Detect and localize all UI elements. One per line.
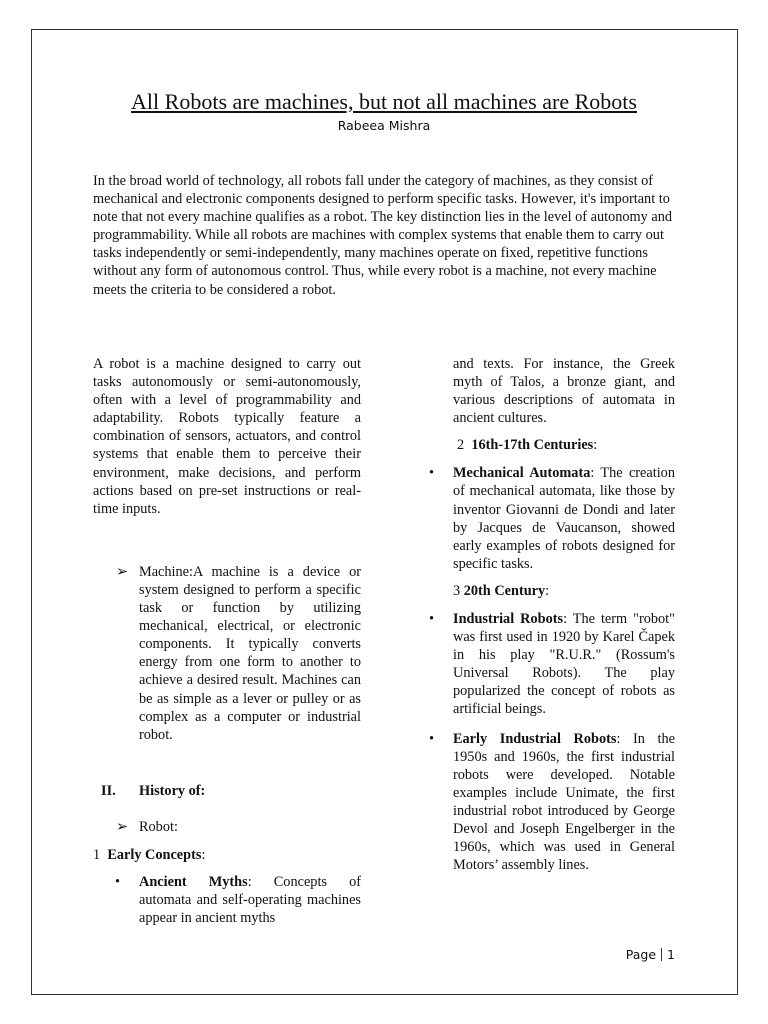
ancient-myths-text-left: Ancient Myths: Concepts of automata and self-operating machines appear in ancient myths <box>139 873 361 926</box>
early-title: Early Concepts <box>107 846 202 863</box>
bullet-dot-icon: • <box>429 610 435 627</box>
early-concepts-heading: 1 Early Concepts: <box>93 846 206 863</box>
document-author: Rabeea Mishra <box>337 118 431 133</box>
machine-definition-item <box>93 563 361 744</box>
document-title: All Robots are machines, but not all machines are Robots <box>131 89 637 114</box>
early-industrial-robots-item <box>429 730 675 875</box>
bullet-dot-icon: • <box>429 465 435 482</box>
page-footer <box>626 946 675 964</box>
arrow-bullet-icon: ➢ <box>116 818 128 835</box>
footer-separator <box>661 948 662 961</box>
ancient-myths-text-right: and texts. For instance, the Greek myth of Talos, a bronze giant, and various descriptions of automata in ancient cultures. <box>453 356 675 427</box>
bullet-dot-icon: • <box>429 730 435 747</box>
section-number: II. <box>101 782 116 799</box>
arrow-bullet-icon: ➢ <box>116 563 128 580</box>
intro-paragraph: In the broad world of technology, all robots fall under the category of machines, as they consist of mechanical and electronic components designed to perform specific tasks. However, it's important to note that not every machine qualifies as a robot. The key distinction lies in the level of autonomy and programmability. While all robots are machines with complex systems that enable them to carry out tasks independently or semi-independently, many machines operate on fixed, repetitive functions without any form of autonomous control. Thus, while every robot is a machine, not every machine meets the criteria to be considered a robot. <box>93 173 673 298</box>
centuries-16-17-heading: 2 16th-17th Centuries: <box>457 437 598 454</box>
left-column <box>93 355 361 927</box>
machine-definition-text: Machine:A machine is a device or system designed to perform a specific task or function by utilizing mechanical, electrical, or electronic components. It typically converts energy from one form to another to achieve a desired result. Machines can be as simple as a lever or pulley or as complex as a computer or industrial robot. <box>139 563 361 743</box>
ancient-myths-item <box>93 873 361 927</box>
page-number: 1 <box>667 947 675 962</box>
early-number: 1 <box>93 846 101 863</box>
industrial-robots-text: Industrial Robots: The term "robot" was first used in 1920 by Karel Čapek in his play "R.U.R." (Rossum's Universal Robots). The play popularized the concept of robots as artificial beings. <box>453 610 675 718</box>
century-20-title: 20th Century <box>463 582 546 599</box>
robot-definition-paragraph: A robot is a machine designed to carry out tasks autonomously or semi-autonomously, often with a level of programmability and adaptability. Robots typically feature a combination of sensors, actuators, and control systems that enable them to perceive their environment, make decisions, and perform actions based on pre-set instructions or real-time inputs. <box>93 356 361 517</box>
industrial-robots-item <box>429 610 675 719</box>
section-heading <box>93 782 361 800</box>
mechanical-automata-item <box>429 464 675 573</box>
century-20-heading: 3 20th Century: <box>453 582 550 599</box>
early-industrial-robots-text: Early Industrial Robots: In the 1950s and 1960s, the first industrial robots were developed. Notable examples include Unimate, the first industrial robot introduced by George Devol and Joseph Engelberger in the 1960s, which was used in General Motors’ assembly lines. <box>453 730 675 874</box>
right-column <box>429 355 675 874</box>
centuries-16-17-title: 16th-17th Centuries <box>471 437 594 454</box>
page-label: Page <box>625 947 657 962</box>
mechanical-automata-text: Mechanical Automata: The creation of mechanical automata, like those by inventor Giovanni de Dondi and later by Jacques de Vaucanson, showed early examples of robots designed for specific tasks. <box>453 465 675 572</box>
section-title: History of: <box>139 782 206 799</box>
bullet-dot-icon: • <box>115 873 121 890</box>
robot-label: Robot: <box>139 818 178 835</box>
robot-subheading <box>93 818 361 836</box>
